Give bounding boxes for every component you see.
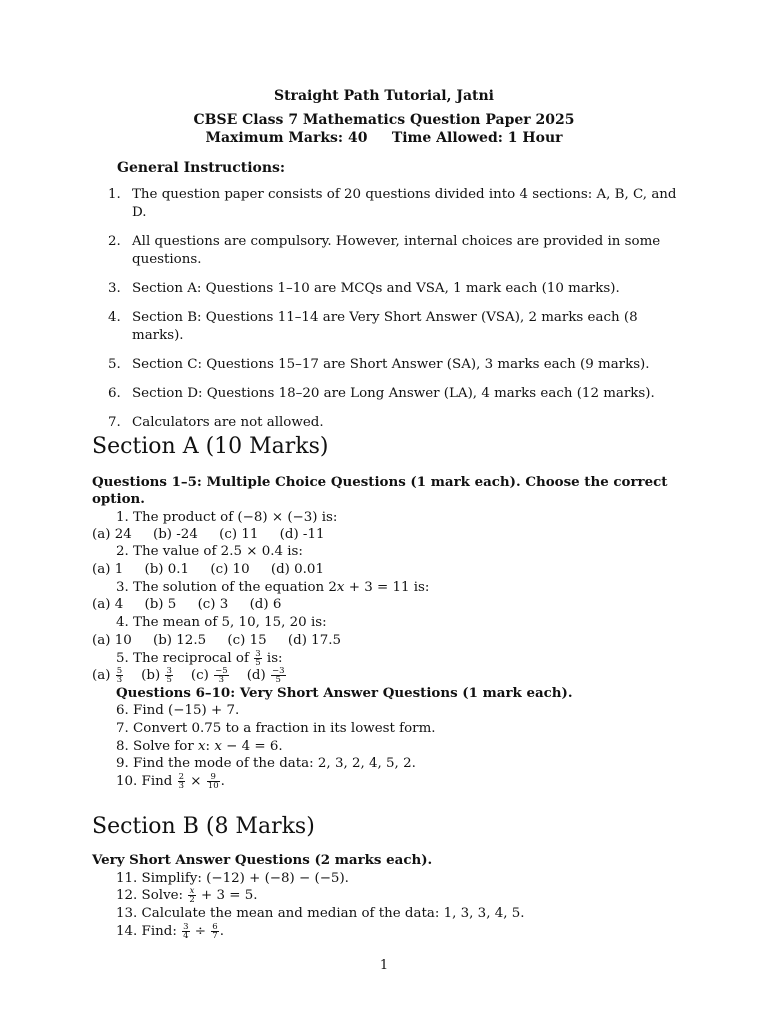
instruction-number: 1. xyxy=(108,187,121,202)
fraction: $\frac{3}{5}$ xyxy=(255,649,261,668)
question-11: 11. Simplify: (−12) + (−8) − (−5). xyxy=(116,871,349,886)
instruction-item xyxy=(108,280,678,298)
instruction-number: 7. xyxy=(108,415,121,430)
fraction: $\frac{-3}{5}$ xyxy=(271,666,285,685)
mcq-heading: Questions 1–5: Multiple Choice Questions (1 mark each). Choose the correct xyxy=(92,474,668,490)
instruction-item xyxy=(108,309,678,345)
question-2: 2. The value of 2.5 × 0.4 is: xyxy=(116,544,303,559)
question-5-options: (a) $\frac{5}{3}$ (b) $\frac{3}{5}$ (c) $\frac{-5}{3}$ (d) $\frac{-3}{5}$ xyxy=(92,666,285,685)
question-8: 8. Solve for x: x − 4 = 6. xyxy=(116,739,283,754)
vsa-heading: Questions 6–10: Very Short Answer Questions (1 mark each). xyxy=(116,685,573,701)
question-6: 6. Find (−15) + 7. xyxy=(116,703,240,718)
instruction-number: 5. xyxy=(108,357,121,372)
instruction-text: The question paper consists of 20 questions divided into 4 sections: A, B, C, and D. xyxy=(132,187,677,220)
school-name: Straight Path Tutorial, Jatni xyxy=(273,88,494,104)
fraction: $\frac{2}{3}$ xyxy=(178,772,185,791)
instruction-number: 2. xyxy=(108,234,121,249)
fraction: $\frac{3}{4}$ xyxy=(183,922,189,941)
instruction-text: Section D: Questions 18–20 are Long Answer (LA), 4 marks each (12 marks). xyxy=(132,386,655,401)
instruction-item xyxy=(108,356,678,374)
section-a-heading: Section A (10 Marks) xyxy=(92,434,329,459)
question-7: 7. Convert 0.75 to a fraction in its lowest form. xyxy=(116,721,436,736)
instruction-number: 6. xyxy=(108,386,121,401)
marks-and-time: Maximum Marks: 40 Time Allowed: 1 Hour xyxy=(205,130,563,146)
question-9: 9. Find the mode of the data: 2, 3, 2, 4, 5, 2. xyxy=(116,756,416,771)
question-13: 13. Calculate the mean and median of the data: 1, 3, 3, 4, 5. xyxy=(116,906,525,921)
question-4-options: (a) 10 (b) 12.5 (c) 15 (d) 17.5 xyxy=(92,633,342,648)
fraction: $\frac{9}{10}$ xyxy=(207,772,219,791)
fraction: $\frac{6}{7}$ xyxy=(212,922,218,941)
instruction-text: Calculators are not allowed. xyxy=(132,415,324,430)
instruction-number: 4. xyxy=(108,310,121,325)
instruction-item xyxy=(108,186,678,222)
instruction-number: 3. xyxy=(108,281,121,296)
fraction: $\frac{-5}{3}$ xyxy=(215,666,228,685)
question-5: 5. The reciprocal of $\frac{3}{5}$ is: xyxy=(116,649,283,668)
page-number: 1 xyxy=(379,958,389,973)
question-1-options: (a) 24 (b) -24 (c) 11 (d) -11 xyxy=(92,527,325,542)
instructions-list xyxy=(108,186,678,443)
section-b-heading: Section B (8 Marks) xyxy=(92,814,315,839)
instruction-item xyxy=(108,385,678,403)
paper-title: CBSE Class 7 Mathematics Question Paper 2025 xyxy=(193,112,575,128)
instruction-text: Section B: Questions 11–14 are Very Short Answer (VSA), 2 marks each (8 marks). xyxy=(132,310,638,343)
instruction-text: All questions are compulsory. However, internal choices are provided in some questions. xyxy=(132,234,661,267)
fraction: $\frac{3}{5}$ xyxy=(166,666,172,685)
mcq-heading-continued: option. xyxy=(92,491,145,507)
question-3: 3. The solution of the equation 2x + 3 = 11 is: xyxy=(116,580,430,595)
instruction-text: Section C: Questions 15–17 are Short Answer (SA), 3 marks each (9 marks). xyxy=(132,357,650,372)
fraction: $\frac{5}{3}$ xyxy=(116,666,123,685)
question-2-options: (a) 1 (b) 0.1 (c) 10 (d) 0.01 xyxy=(92,562,324,577)
vsa-heading-b: Very Short Answer Questions (2 marks each). xyxy=(92,852,433,868)
question-14: 14. Find: $\frac{3}{4}$ ÷ $\frac{6}{7}$ . xyxy=(116,922,224,941)
instruction-text: Section A: Questions 1–10 are MCQs and VSA, 1 mark each (10 marks). xyxy=(132,281,620,296)
question-4: 4. The mean of 5, 10, 15, 20 is: xyxy=(116,615,327,630)
question-10: 10. Find $\frac{2}{3}$ × $\frac{9}{10}$ . xyxy=(116,772,225,791)
question-12: 12. Solve: $\frac{x}{2}$ + 3 = 5. xyxy=(116,886,258,905)
instruction-item xyxy=(108,414,678,432)
fraction: $\frac{x}{2}$ xyxy=(189,886,195,905)
question-1: 1. The product of (−8) × (−3) is: xyxy=(116,510,338,525)
general-instructions-heading: General Instructions: xyxy=(117,160,286,176)
instruction-item xyxy=(108,233,678,269)
question-3-options: (a) 4 (b) 5 (c) 3 (d) 6 xyxy=(92,597,282,612)
